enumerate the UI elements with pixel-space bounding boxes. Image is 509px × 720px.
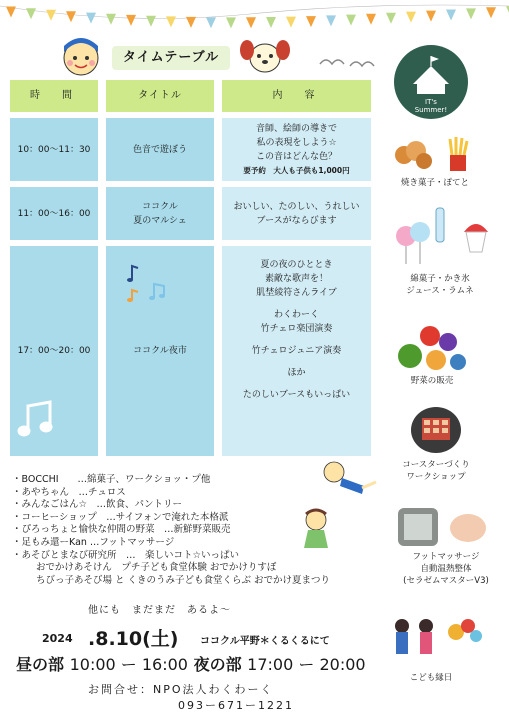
night-time: 17:00 ー 20:00 <box>247 655 366 674</box>
cotton-candy-shaved-ice-icon <box>392 206 492 268</box>
row2-time: 11：00〜16：00 <box>10 187 98 240</box>
bunting-flag <box>306 16 316 27</box>
event-times <box>16 652 366 675</box>
bunting-flag <box>466 8 476 19</box>
night-label: 夜の部 <box>193 655 242 674</box>
bunting-flag <box>166 16 176 27</box>
coaster-workshop-icon <box>410 406 462 454</box>
music-notes-icon <box>124 262 174 318</box>
side-label-3: コースターづくり ワークショップ <box>402 460 470 482</box>
seagulls-icon <box>318 52 378 72</box>
bunting-flag <box>286 17 296 28</box>
bunting-flag <box>186 17 196 28</box>
booth-subitem: おでかけあそけん プチ子ども食堂体験 おでかけりすぼ <box>36 562 277 574</box>
event-date: .8.10(土) <box>88 628 179 650</box>
bunting-flag <box>446 9 456 20</box>
baked-goods-fries-icon <box>394 133 474 173</box>
booth-item: ・足もみ還ーKan …フットマッサージ <box>12 536 175 548</box>
bunting-flag <box>246 17 256 28</box>
booth-list <box>12 474 330 587</box>
contact-phone: 093ー671ー1221 <box>178 699 294 712</box>
side-label-1: 綿菓子・かき氷 ジュース・ラムネ <box>406 274 474 296</box>
bunting-flag <box>226 17 236 28</box>
day-label: 昼の部 <box>16 655 65 674</box>
bunting-flag <box>326 15 336 26</box>
bunting-flag <box>46 10 56 21</box>
header-content: 内 容 <box>222 80 371 112</box>
booth-item: ・あそびとまなび研究所 … 楽しいコト☆いっぱい <box>12 549 240 561</box>
boy-mascot-icon <box>58 32 104 78</box>
dog-mascot-icon <box>238 34 292 78</box>
row1-time: 10：00〜11：30 <box>10 118 98 181</box>
bunting-flag <box>26 8 36 19</box>
bunting-flag <box>406 12 416 23</box>
event-year: 2024 <box>42 632 73 645</box>
row1-content: 音師、絵師の導きで 私の表現をしよう☆ この音はどんな色？ 要予約 大人も子供も1,000円 <box>222 118 371 181</box>
booth-item: ・あやちゃん …チュロス <box>12 486 126 498</box>
foot-massage-icon <box>396 506 492 548</box>
bunting-flag <box>426 11 436 22</box>
side-label-4: フットマッサージ 自動温熱整体 (セラゼムマスターV3) <box>403 552 489 586</box>
bunting-flag <box>86 13 96 24</box>
row2-title: ココクル 夏のマルシェ <box>106 187 214 240</box>
bunting-flag <box>6 7 16 18</box>
row2-content: おいしい、たのしい、うれしい ブースがならびます <box>222 187 371 240</box>
bunting-flag <box>126 15 136 26</box>
vegetables-icon <box>396 322 470 372</box>
bunting-flag <box>66 11 76 22</box>
side-label-5: こども縁日 <box>409 673 453 683</box>
booth-item: ・ぴろっちょと愉快な仲間の野菜 …新鮮野菜販売 <box>12 524 231 536</box>
bunting-flag <box>386 13 396 24</box>
booth-item: ・BOCCHI …綿菓子、ワークショッ・プ他 <box>12 474 211 485</box>
bunting-flag <box>366 14 376 25</box>
row3-content: 夏の夜のひととき 素敵な歌声を！ 肌埜綾符さんライブ わくわーく 竹チェロ楽団演奏 竹チェロジュニア演奏 ほか たのしいブースもいっぱい <box>222 246 371 456</box>
bunting-flag <box>206 17 216 28</box>
bunting-flag <box>346 15 356 26</box>
bunting-flag <box>146 16 156 27</box>
row3-title: ココクル夜市 <box>106 246 214 456</box>
white-notes-icon <box>16 400 56 438</box>
header-time: 時 間 <box>10 80 98 112</box>
row3-time: 17：00〜20：00 <box>10 246 98 456</box>
row1-note: 要予約 大人も子供も1,000円 <box>243 165 350 175</box>
side-label-0: 焼き菓子・ぽてと <box>400 178 469 188</box>
side-label-2: 野菜の販売 <box>410 376 454 386</box>
page-title: タイムテーブル <box>112 46 230 70</box>
logo-line1: IT's <box>425 98 437 106</box>
day-time: 10:00 ー 16:00 <box>69 655 188 674</box>
bunting-flag <box>106 14 116 25</box>
contact-label: お問合せ：NPO法人わくわーく <box>88 683 274 696</box>
booth-item: ・みんなごはん☆ …飲食、パントリー <box>12 499 183 511</box>
logo-line2: Summer! <box>414 106 448 114</box>
row1-title: 色音で遊ぼう <box>106 118 214 181</box>
booth-subitem: ちびっ子あそび場 と くきのうみ子ども食堂くらぶ おでかけ夏まつり <box>36 574 330 586</box>
more-text: 他にも まだまだ あるよ〜 <box>88 605 231 616</box>
summer-logo-icon <box>393 44 469 120</box>
event-venue: ココクル平野＊くるくるにて <box>200 636 330 647</box>
booth-item: ・コーヒーショップ …サイフォンで淹れた本格派 <box>12 511 229 523</box>
bunting-flag <box>486 7 496 18</box>
kids-festival-icon <box>386 612 486 668</box>
bunting-flag <box>266 17 276 28</box>
header-title: タイトル <box>106 80 214 112</box>
